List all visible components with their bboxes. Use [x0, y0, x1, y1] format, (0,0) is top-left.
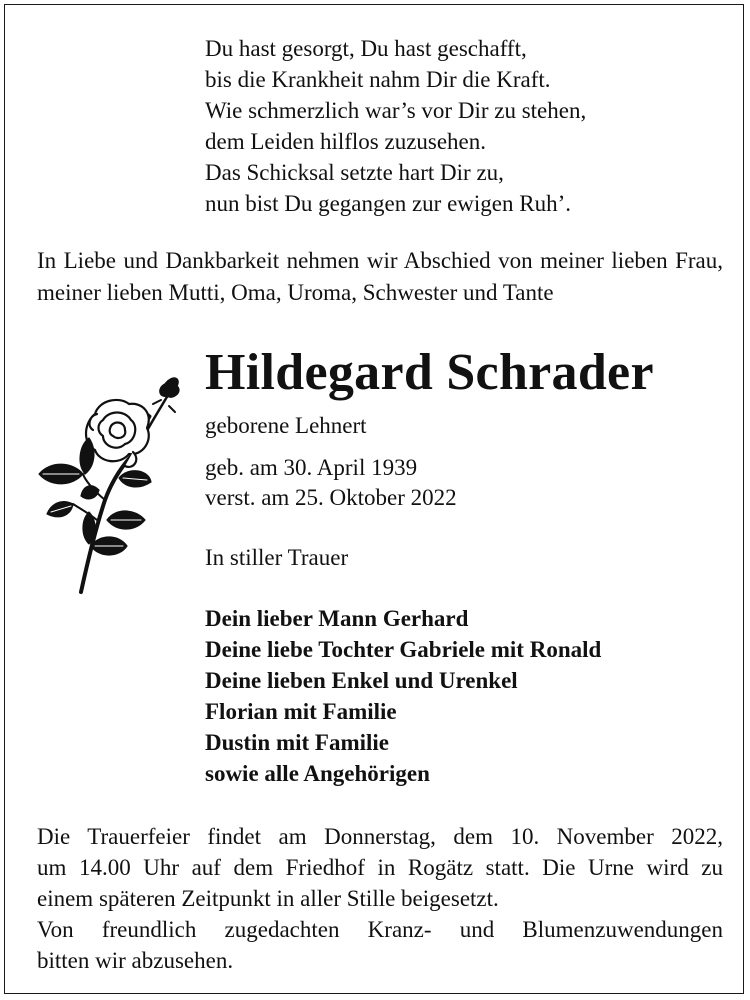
- poem-line: Das Schicksal setzte hart Dir zu,: [205, 160, 504, 185]
- funeral-notice: [37, 821, 723, 976]
- poem-line: Wie schmerzlich war’s vor Dir zu stehen,: [205, 98, 587, 123]
- death-date: verst. am 25. Oktober 2022: [205, 485, 457, 510]
- life-dates: [205, 453, 457, 513]
- deceased-name: Hildegard Schrader: [205, 344, 654, 401]
- intro-text: In Liebe und Dankbarkeit nehmen wir Abschied von meiner lieben Frau, meiner lieben Mutti, Oma, Uroma, Schwester und Tante: [37, 248, 723, 305]
- notice-line: Von freundlich zugedachten Kranz- und Blumenzuwendungen: [37, 917, 723, 942]
- poem-line: dem Leiden hilflos zuzusehen.: [205, 129, 487, 154]
- birth-name: geborene Lehnert: [205, 413, 367, 438]
- poem-line: Du hast gesorgt, Du hast geschafft,: [205, 36, 527, 61]
- mourner-line: Florian mit Familie: [205, 699, 397, 724]
- poem: [205, 33, 586, 219]
- birth-date: geb. am 30. April 1939: [205, 455, 418, 480]
- mourner-line: sowie alle Angehörigen: [205, 761, 430, 786]
- mourner-line: Dein lieber Mann Gerhard: [205, 606, 469, 631]
- mourning-phrase: In stiller Trauer: [205, 545, 349, 570]
- notice-line: Die Trauerfeier findet am Donnerstag, dem 10. November 2022,: [37, 824, 723, 849]
- notice-line: einem späteren Zeitpunkt in aller Stille beigesetzt.: [37, 886, 499, 911]
- notice-line: bitten wir abzusehen.: [37, 948, 234, 973]
- rose-icon: [33, 370, 183, 595]
- notice-line: um 14.00 Uhr auf dem Friedhof in Rogätz statt. Die Urne wird zu: [37, 855, 723, 880]
- poem-line: nun bist Du gegangen zur ewigen Ruh’.: [205, 191, 572, 216]
- obituary-frame: [4, 4, 744, 994]
- mourner-line: Deine liebe Tochter Gabriele mit Ronald: [205, 637, 602, 662]
- mourner-line: Deine lieben Enkel und Urenkel: [205, 668, 518, 693]
- mourner-line: Dustin mit Familie: [205, 730, 389, 755]
- mourners-list: [205, 603, 601, 789]
- poem-line: bis die Krankheit nahm Dir die Kraft.: [205, 67, 551, 92]
